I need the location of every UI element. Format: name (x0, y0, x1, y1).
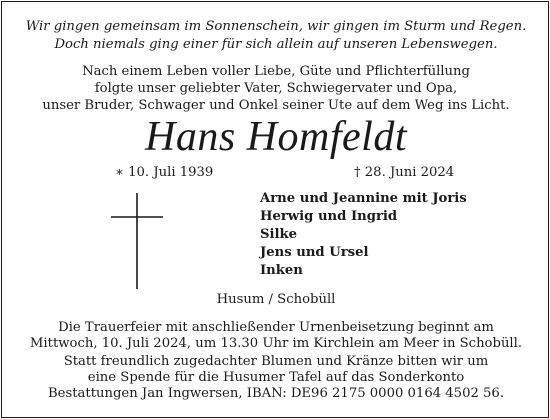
intro-line-1: Nach einem Leben voller Liebe, Güte und Pflichterfüllung (82, 64, 470, 79)
donation-line-1: Statt freundlich zugedachter Blumen und Kränze bitten wir um (63, 354, 489, 369)
place-line: Husum / Schobüll (216, 292, 336, 307)
intro-line-2: folgte unser geliebter Vater, Schwiegervater und Opa, (94, 81, 458, 96)
family-line-2: Herwig und Ingrid (260, 209, 398, 224)
family-line-5: Inken (260, 263, 303, 278)
death-date: † 28. Juni 2024 (354, 165, 455, 180)
donation-line-3: Bestattungen Jan Ingwersen, IBAN: DE96 2175 0000 0164 4502 56. (47, 386, 505, 401)
deceased-name: Hans Homfeldt (145, 114, 407, 160)
motto-line-1: Wir gingen gemeinsam im Sonnenschein, wir gingen im Sturm und Regen. (25, 19, 527, 34)
cross-icon (107, 191, 167, 291)
motto-line-2: Doch niemals ging einer für sich allein auf unseren Lebenswegen. (54, 37, 498, 52)
birth-date: ∗ 10. Juli 1939 (115, 165, 214, 180)
family-line-3: Silke (260, 227, 298, 242)
ceremony-line-1: Die Trauerfeier mit anschließender Urnenbeisetzung beginnt am (58, 320, 494, 335)
family-line-4: Jens und Ursel (260, 245, 369, 260)
ceremony-line-2: Mittwoch, 10. Juli 2024, um 13.30 Uhr im Kirchlein am Meer in Schobüll. (29, 336, 523, 351)
obituary-notice (1, 1, 549, 418)
intro-line-3: unser Bruder, Schwager und Onkel seiner Ute auf dem Weg ins Licht. (42, 98, 510, 113)
donation-line-2: eine Spende für die Husumer Tafel auf das Sonderkonto (87, 370, 465, 385)
family-line-1: Arne und Jeannine mit Joris (260, 191, 467, 206)
